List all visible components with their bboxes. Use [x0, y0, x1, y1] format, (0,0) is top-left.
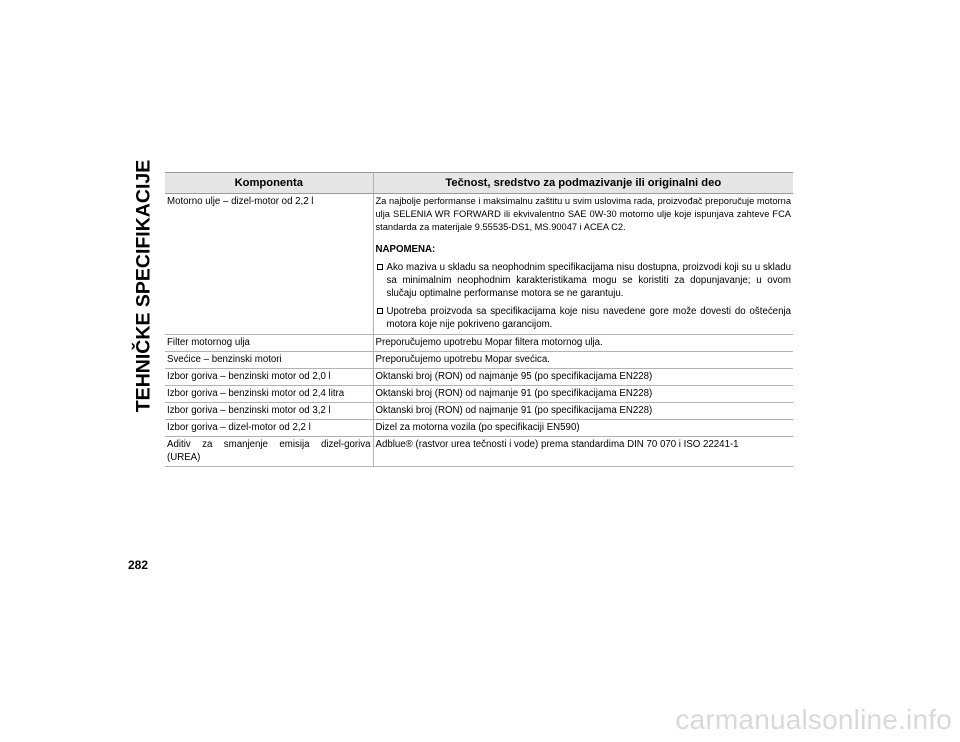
- note-bullet: [376, 305, 792, 331]
- header-component: Komponenta: [165, 173, 373, 194]
- table-row: [165, 335, 793, 352]
- row-fluid: Oktanski broj (RON) od najmanje 91 (po specifikacijama EN228): [373, 386, 793, 403]
- row-fluid: Preporučujemo upotrebu Mopar svećica.: [373, 352, 793, 369]
- section-title-text: TEHNIČKE SPECIFIKACIJE: [132, 159, 155, 413]
- row-component: Motorno ulje – dizel-motor od 2,2 l: [165, 194, 373, 335]
- table-row: [165, 420, 793, 437]
- table-row: [165, 437, 793, 467]
- specifications-table: [165, 172, 793, 467]
- table-row: [165, 369, 793, 386]
- row-component: Aditiv za smanjenje emisija dizel-goriva (UREA): [165, 437, 373, 467]
- note-text: Ako maziva u skladu sa neophodnim specifikacijama nisu dostupna, proizvodi koji su u skladu sa minimalnim neophodnim karakteristikama mogu se koristiti za dopunjavanje; u ovom slučaju optimalne performanse motora se ne garantuju.: [386, 262, 791, 299]
- table-header-row: [165, 173, 793, 194]
- table-row: [165, 386, 793, 403]
- note-bullet: [376, 261, 792, 300]
- row-component: Svećice – benzinski motori: [165, 352, 373, 369]
- header-fluid: Tečnost, sredstvo za podmazivanje ili originalni deo: [373, 173, 793, 194]
- row-fluid-cell: [373, 194, 793, 335]
- table-row: [165, 194, 793, 335]
- row-fluid: Oktanski broj (RON) od najmanje 95 (po specifikacijama EN228): [373, 369, 793, 386]
- row-component: Izbor goriva – benzinski motor od 2,4 litra: [165, 386, 373, 403]
- row-fluid: Oktanski broj (RON) od najmanje 91 (po specifikacijama EN228): [373, 403, 793, 420]
- row-fluid: Dizel za motorna vozila (po specifikaciji EN590): [373, 420, 793, 437]
- checkbox-bullet-icon: [377, 264, 383, 270]
- row-component: Izbor goriva – benzinski motor od 2,0 l: [165, 369, 373, 386]
- row-component: Filter motornog ulja: [165, 335, 373, 352]
- table-row: [165, 403, 793, 420]
- row-fluid: Preporučujemo upotrebu Mopar filtera motornog ulja.: [373, 335, 793, 352]
- watermark: carmanualsonline.info: [675, 704, 952, 735]
- row-fluid: Adblue® (rastvor urea tečnosti i vode) prema standardima DIN 70 070 i ISO 22241-1: [373, 437, 793, 467]
- row-component: Izbor goriva – dizel-motor od 2,2 l: [165, 420, 373, 437]
- note-label: NAPOMENA:: [375, 244, 436, 255]
- engine-oil-recommendation: Za najbolje performanse i maksimalnu zaštitu u svim uslovima rada, proizvođač preporučuje motorna ulja SELENIA WR FORWARD ili ekvivalentno SAE 0W-30 motorno ulje koje ispunjava zahteve FCA standarda za materijale 9.55535-DS1, MS.90047 i ACEA C2.: [375, 196, 791, 232]
- page-number: 282: [128, 558, 149, 572]
- note-text: Upotreba proizvoda sa specifikacijama koje nisu navedene gore može dovesti do oštećenja motora koje nije pokriveno garancijom.: [386, 306, 791, 330]
- row-component: Izbor goriva – benzinski motor od 3,2 l: [165, 403, 373, 420]
- section-side-title: [131, 159, 157, 413]
- checkbox-bullet-icon: [377, 308, 383, 314]
- table-row: [165, 352, 793, 369]
